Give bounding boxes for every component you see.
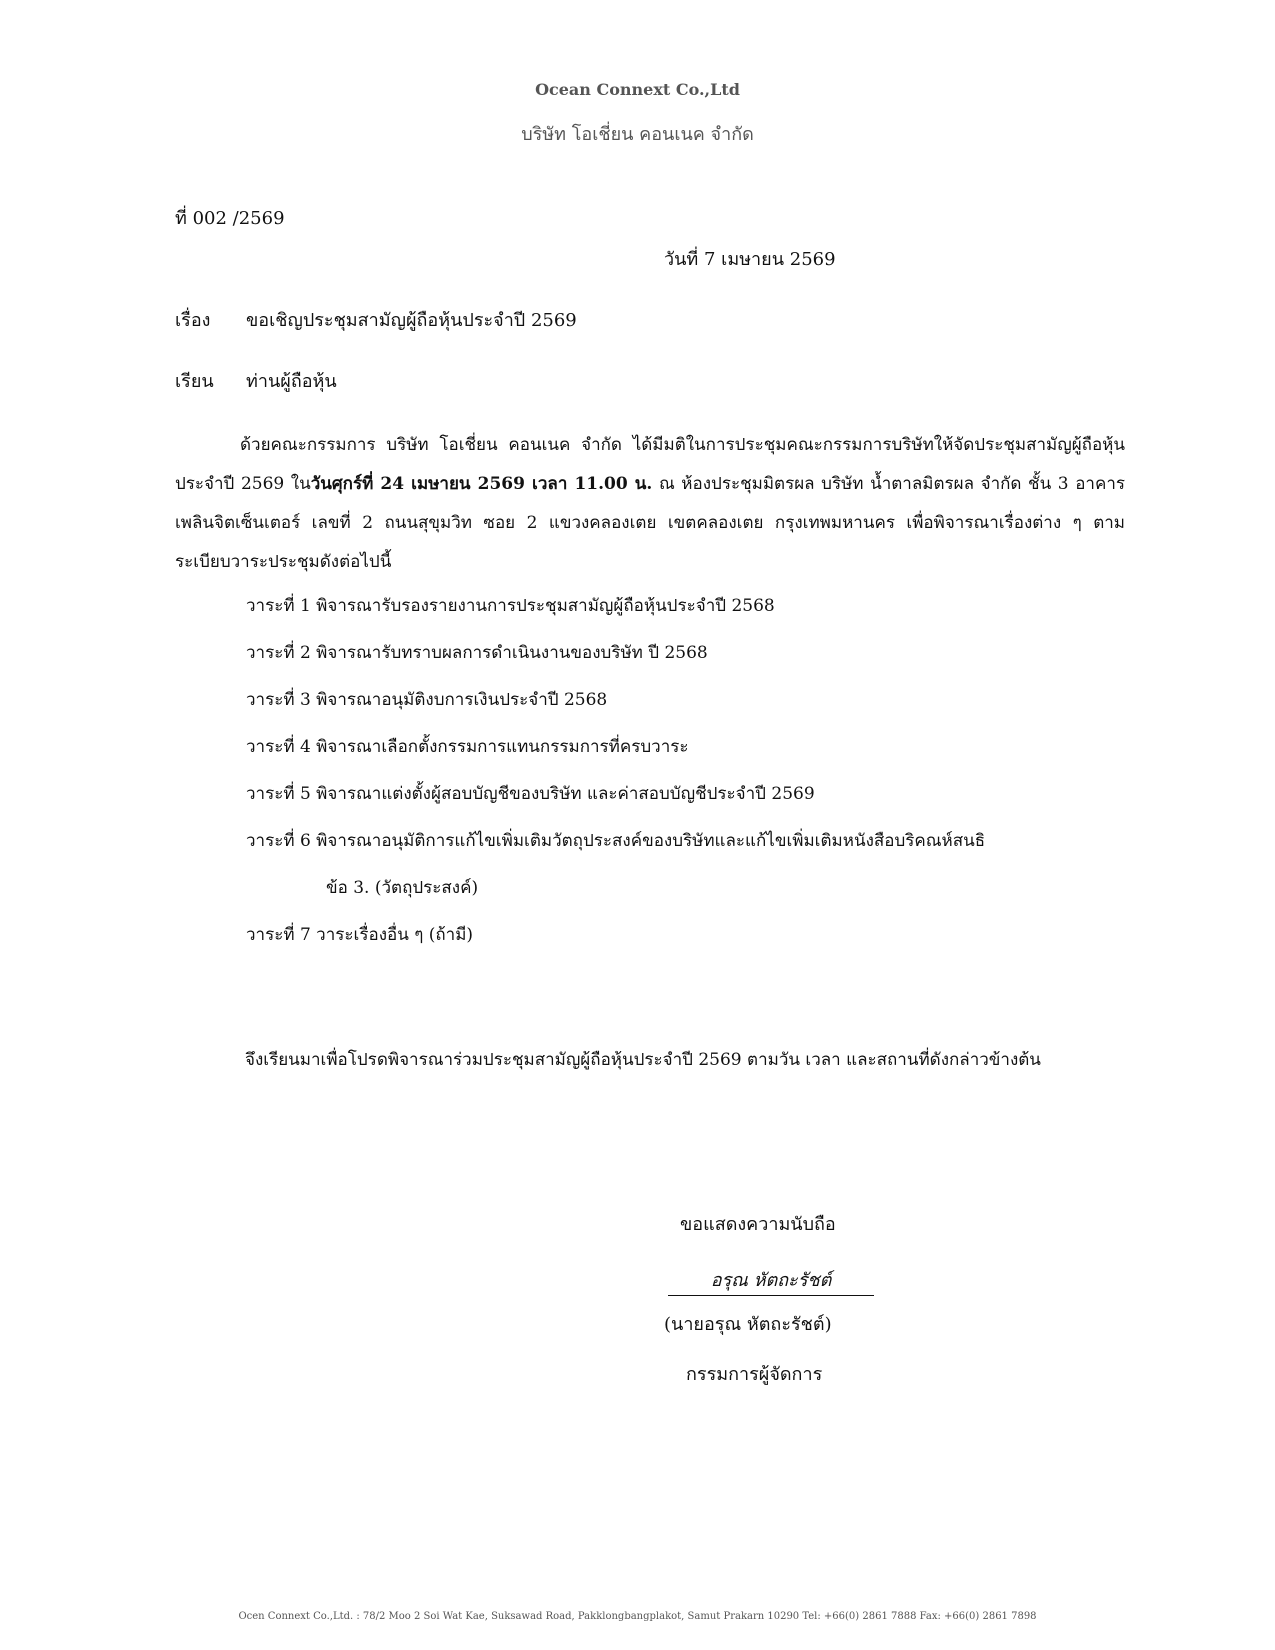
reference-number: ที่ 002 /2569 [175,208,285,229]
subject-text: ขอเชิญประชุมสามัญผู้ถือหุ้นประจำปี 2569 [246,310,577,331]
signature: อรุณ หัตถะรัชต์ [668,1265,874,1296]
closing-paragraph: จึงเรียนมาเพื่อโปรดพิจารณาร่วมประชุมสามัญผู้ถือหุ้นประจำปี 2569 ตามวัน เวลา และสถานที่ดังกล่าวข้างต้น [245,1050,1041,1070]
letter-date: วันที่ 7 เมษายน 2569 [664,249,836,270]
invitation-text-start: ด้วยคณะกรรมการ บริษัท โอเชี่ยน คอนเนค จำกัด ได้มีมติในการประชุมคณะกรรมการบริษัทให้จัดประชุมสามัญผู้ถือหุ้นประจำปี 2569 ใน [175,435,1125,494]
closing-salutation: ขอแสดงความนับถือ [680,1214,836,1235]
company-name-en: Ocean Connext Co.,Ltd [535,80,740,99]
agenda-item-6-continuation: ข้อ 3. (วัตถุประสงค์) [326,878,479,898]
agenda-item-6: วาระที่ 6 พิจารณาอนุมัติการแก้ไขเพิ่มเติมวัตถุประสงค์ของบริษัทและแก้ไขเพิ่มเติมหนังสือบริคณห์สนธิ [246,831,986,851]
agenda-item-7: วาระที่ 7 วาระเรื่องอื่น ๆ (ถ้ามี) [246,925,474,945]
agenda-item-1: วาระที่ 1 พิจารณารับรองรายงานการประชุมสามัญผู้ถือหุ้นประจำปี 2568 [246,596,775,616]
signer-name: (นายอรุณ หัตถะรัชต์) [664,1314,832,1335]
signer-title: กรรมการผู้จัดการ [686,1364,823,1385]
meeting-datetime: วันศุกร์ที่ 24 เมษายน 2569 เวลา 11.00 น. [310,474,653,494]
agenda-item-4: วาระที่ 4 พิจารณาเลือกตั้งกรรมการแทนกรรมการที่ครบวาระ [246,737,689,757]
agenda-item-3: วาระที่ 3 พิจารณาอนุมัติงบการเงินประจำปี 2568 [246,690,608,710]
recipient-label: เรียน [175,371,214,392]
recipient-text: ท่านผู้ถือหุ้น [246,371,337,392]
subject-label: เรื่อง [175,310,211,331]
invitation-paragraph [175,426,1125,582]
agenda-item-2: วาระที่ 2 พิจารณารับทราบผลการดำเนินงานของบริษัท ปี 2568 [246,643,708,663]
agenda-item-5: วาระที่ 5 พิจารณาแต่งตั้งผู้สอบบัญชีของบริษัท และค่าสอบบัญชีประจำปี 2569 [246,784,815,804]
invitation-text-end: ณ ห้องประชุมมิตรผล บริษัท น้ำตาลมิตรผล จำกัด ชั้น 3 อาคารเพลินจิตเซ็นเตอร์ เลขที่ 2 ถนนสุขุมวิท ซอย 2 แขวงคลองเตย เขตคลองเตย กรุงเทพมหานคร เพื่อพิจารณาเรื่องต่าง ๆ ตามระเบียบวาระประชุมดังต่อไปนี้ [175,474,1126,572]
footer-address: Ocen Connext Co.,Ltd. : 78/2 Moo 2 Soi Wat Kae, Suksawad Road, Pakklongbangplakot, Samut Prakarn 10290 Tel: +66(0) 2861 7888 Fax: +66(0) 2861 7898 [238,1611,1037,1622]
company-name-th: บริษัท โอเชี่ยน คอนเนค จำกัด [521,124,754,145]
